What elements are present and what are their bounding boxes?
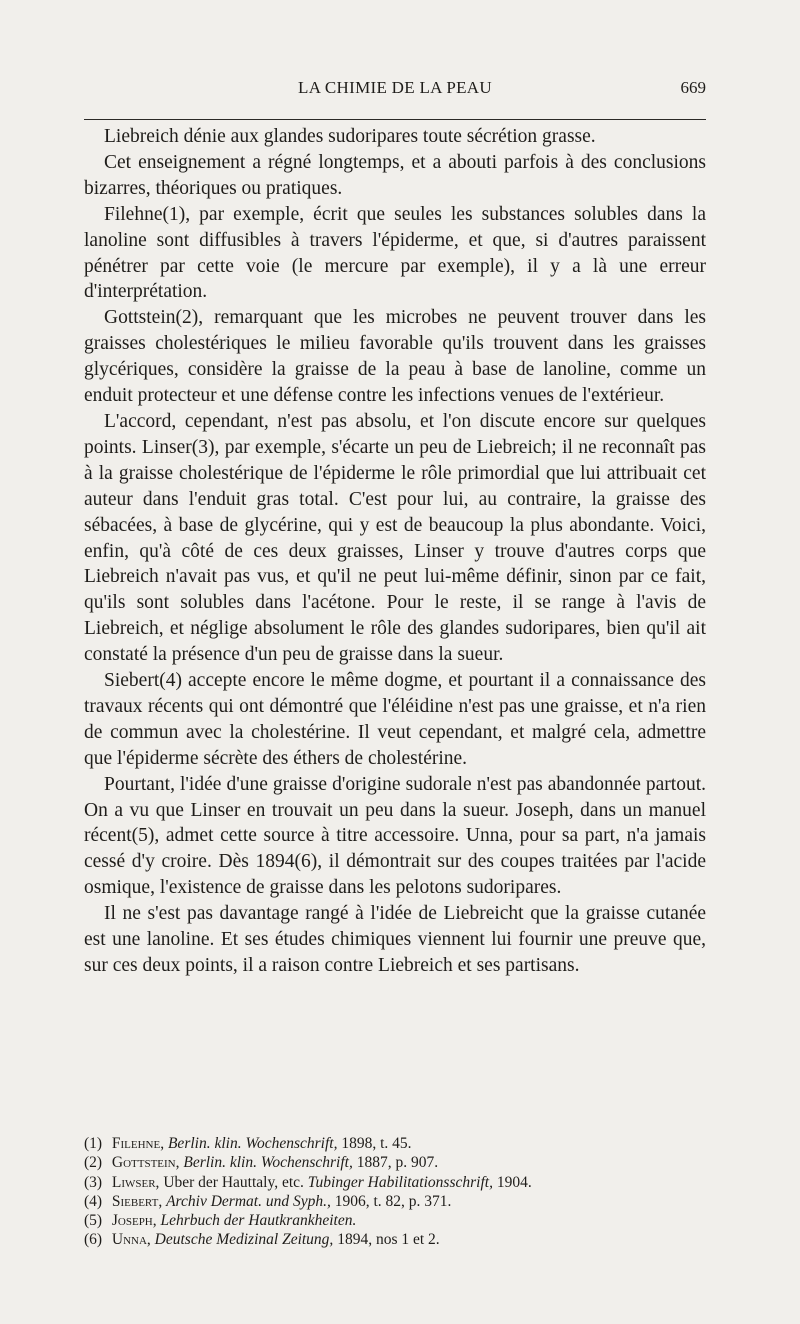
footnotes: [84, 1134, 724, 1250]
footnote-author: Gottstein,: [111, 1154, 180, 1172]
page-number: 669: [680, 78, 706, 97]
footnote-number: (1): [84, 1135, 103, 1152]
footnote-number: (4): [84, 1192, 103, 1210]
footnote-details: 1906, t. 82, p. 371.: [334, 1192, 452, 1210]
footnote-details: 1894, nos 1 et 2.: [337, 1231, 440, 1249]
paragraph-6: Siebert(4) accepte encore le même dogme, et pourtant il a connaissance des travaux récents qui ont démontré que l'éléidine n'est pas une graisse, et n'a rien de commun avec la cholestérine. Il veut cependant, et malgré cela, admettre que l'épiderme sécrète des éthers de cholestérine.: [84, 670, 706, 769]
footnote-number: (3): [84, 1173, 103, 1191]
footnote-plain: Uber der Hauttaly, etc.: [163, 1173, 304, 1191]
footnote-title: Tubinger Habilitationsschrift,: [307, 1173, 493, 1191]
body-text: [84, 124, 706, 979]
footnote-title: Lehrbuch der Hautkrankheiten.: [160, 1212, 357, 1230]
running-title: LA CHIMIE DE LA PEAU: [298, 78, 492, 97]
paragraph-2: Cet enseignement a régné longtemps, et a abouti parfois à des conclusions bizarres, théoriques ou pratiques.: [84, 151, 706, 199]
footnote-2: [84, 1153, 724, 1172]
footnote-title: Berlin. klin. Wochenschrift,: [167, 1135, 338, 1152]
paragraph-5: L'accord, cependant, n'est pas absolu, et l'on discute encore sur quelques points. Linser(3), par exemple, s'écarte un peu de Liebreich; il ne reconnaît pas à la graisse cholestérique de l'épiderme le rôle primordial que lui attribuait cet auteur dans l'enduit gras total. C'est pour lui, au contraire, la graisse des sébacées, à base de glycérine, qui y est de beaucoup la plus abondante. Voici, enfin, qu'à côté de ces deux graisses, Linser y trouve d'autres corps que Liebreich n'avait pas vus, et qu'il ne peut lui-même définir, sinon par ce fait, qu'ils sont solubles dans l'acétone. Pour le reste, il se range à l'avis de Liebreich, et néglige absolument le rôle des glandes sudoripares, bien qu'il ait constaté la présence d'un peu de graisse dans la sueur.: [84, 410, 706, 666]
paragraph-3: Filehne(1), par exemple, écrit que seules les substances solubles dans la lanoline sont diffusibles à travers l'épiderme, et que, si d'autres paraissent pénétrer par cette voie (le mercure par exemple), il y a là une erreur d'interprétation.: [84, 203, 706, 303]
footnote-details: 1904.: [496, 1173, 532, 1191]
footnote-author: Siebert,: [111, 1192, 163, 1210]
paragraph-1: Liebreich dénie aux glandes sudoripares toute sécrétion grasse.: [104, 126, 596, 147]
footnote-author: Unna,: [111, 1231, 151, 1249]
page-header: [84, 78, 706, 104]
footnote-author: Joseph,: [111, 1212, 157, 1230]
footnote-number: (6): [84, 1231, 103, 1249]
footnote-number: (2): [84, 1154, 103, 1172]
footnote-6: [84, 1230, 724, 1249]
footnote-4: [84, 1192, 724, 1211]
footnote-number: (5): [84, 1212, 103, 1230]
paragraph-7: Pourtant, l'idée d'une graisse d'origine sudorale n'est pas abandonnée partout. On a vu que Linser en trouvait un peu dans la sueur. Joseph, dans un manuel récent(5), admet cette source à titre accessoire. Unna, pour sa part, n'a jamais cessé d'y croire. Dès 1894(6), il démontrait sur des coupes traitées par l'acide osmique, l'existence de graisse dans les pelotons sudoripares.: [84, 773, 706, 899]
footnote-author: Filehne,: [111, 1135, 165, 1152]
header-rule: [84, 119, 706, 120]
footnote-title: Deutsche Medizinal Zeitung,: [154, 1231, 334, 1249]
footnote-title: Berlin. klin. Wochenschrift,: [183, 1154, 353, 1172]
footnote-author: Liwser,: [111, 1173, 160, 1191]
footnote-details: 1898, t. 45.: [341, 1135, 412, 1152]
footnote-3: [84, 1173, 724, 1192]
paragraph-4: Gottstein(2), remarquant que les microbes ne peuvent trouver dans les graisses cholestériques le milieu favorable qu'ils trouvent dans les graisses glycériques, considère la graisse de la peau à base de lanoline, comme un enduit protecteur et une défense contre les infections venues de l'extérieur.: [84, 307, 706, 407]
footnote-details: 1887, p. 907.: [356, 1154, 439, 1172]
footnote-5: [84, 1211, 724, 1230]
footnote-1: [84, 1134, 724, 1153]
footnote-title: Archiv Dermat. und Syph.,: [166, 1192, 331, 1210]
paragraph-8: Il ne s'est pas davantage rangé à l'idée de Liebreicht que la graisse cutanée est une lanoline. Et ses études chimiques viennent lui fournir une preuve que, sur ces deux points, il a raison contre Liebreich et ses partisans.: [84, 903, 706, 976]
